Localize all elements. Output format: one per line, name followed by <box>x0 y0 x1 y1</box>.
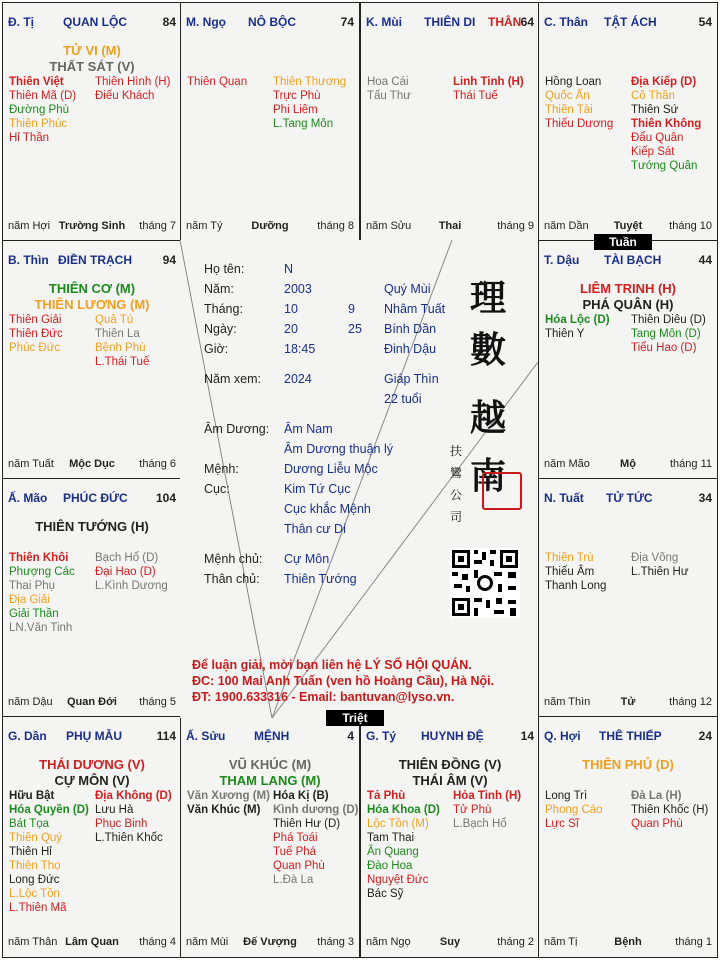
than-chu-label: Thân chủ: <box>204 572 260 586</box>
minor-star: Đại Hao (D) <box>95 566 156 578</box>
palace-number: 54 <box>698 15 712 29</box>
minor-star: Thiên Hỉ <box>9 846 52 858</box>
palace-year: năm Tị <box>544 936 578 948</box>
palace-footer <box>8 696 176 710</box>
palace-month: tháng 11 <box>669 458 712 470</box>
palace-name: THIÊN DI <box>424 15 476 29</box>
minor-star: Địa Giải <box>9 594 50 606</box>
minor-star: Thiên Quan <box>187 76 248 88</box>
minor-star: Thiên Quý <box>9 832 63 844</box>
calligraphy-char: 理 <box>470 277 507 319</box>
minor-star: Thiên Việt <box>9 76 64 88</box>
palace-branch: G. Dần <box>8 729 47 743</box>
year-can-chi: Quý Mùi <box>384 282 431 296</box>
palace-name: PHỤ MẪU <box>66 729 122 743</box>
tuan-tag: Tuần <box>594 234 652 250</box>
palace-number: 74 <box>340 15 354 29</box>
palace-branch: Đ. Tị <box>8 15 34 29</box>
amduong-value: Âm Nam <box>284 422 333 436</box>
minor-star: Tử Phù <box>453 804 492 816</box>
minor-star: Ân Quang <box>367 846 419 858</box>
palace-branch: M. Ngọ <box>186 15 226 29</box>
than-chu-value: Thiên Tướng <box>284 572 357 586</box>
minor-star: Hỉ Thần <box>9 132 50 144</box>
minor-star: Thiếu Âm <box>545 566 595 578</box>
minor-star: L.Lộc Tồn <box>9 888 60 900</box>
palace-year: năm Mùi <box>186 936 229 948</box>
palace-footer <box>544 220 712 234</box>
view-year-can-chi: Giáp Thìn <box>384 372 439 386</box>
minor-star: Tả Phù <box>367 790 406 802</box>
palace-month: tháng 10 <box>669 220 712 232</box>
palace-header <box>544 729 712 743</box>
day-label: Ngày: <box>204 322 237 336</box>
major-star: THẤT SÁT (V) <box>49 59 135 74</box>
minor-star: Thiên Hư (D) <box>273 818 341 830</box>
major-star: THÁI DƯƠNG (V) <box>39 757 145 772</box>
palace-dan[interactable] <box>2 716 182 958</box>
hour-value: 18:45 <box>284 342 316 356</box>
minor-star: Đà La (H) <box>631 790 682 802</box>
palace-number: 14 <box>520 729 534 743</box>
minor-star: Long Trì <box>545 790 588 802</box>
minor-star: Hóa Khoa (D) <box>367 804 440 816</box>
palace-number: 4 <box>347 729 354 743</box>
minor-star: Thiên Sứ <box>631 104 679 116</box>
minor-star: Văn Khúc (M) <box>187 804 261 816</box>
palace-header <box>8 253 176 267</box>
day-can-chi: Bính Dần <box>384 322 437 336</box>
major-star: THIÊN PHỦ (D) <box>582 757 674 772</box>
palace-number: 84 <box>162 15 176 29</box>
minor-star: L.Thiên Mã <box>9 902 67 914</box>
minor-star: Thiên Diêu (D) <box>631 314 706 326</box>
minor-star: Địa Võng <box>631 552 679 564</box>
palace-branch: N. Tuất <box>544 491 584 505</box>
triet-tag: Triệt <box>326 710 384 726</box>
palace-mui[interactable] <box>360 2 540 242</box>
minor-star: Địa Không (D) <box>95 790 172 802</box>
hour-label: Giờ: <box>204 342 229 356</box>
palace-mao[interactable] <box>2 478 182 718</box>
minor-star: Văn Xương (M) <box>187 790 270 802</box>
palace-number: 24 <box>698 729 712 743</box>
minor-star: Phúc Đức <box>9 342 61 354</box>
palace-number: 104 <box>155 491 176 505</box>
center-panel <box>180 240 538 718</box>
minor-star: Lộc Tồn (M) <box>367 818 429 830</box>
palace-branch: K. Mùi <box>366 15 402 29</box>
major-star: LIÊM TRINH (H) <box>579 281 677 296</box>
palace-branch: T. Dậu <box>544 253 580 267</box>
hour-can-chi: Đinh Dậu <box>384 342 437 356</box>
minor-star: Bát Tọa <box>9 818 50 830</box>
palace-header <box>366 729 534 743</box>
minor-star: Điếu Khách <box>95 90 155 102</box>
menh-value: Dương Liễu Mộc <box>284 462 378 476</box>
minor-star: Hóa Quyền (D) <box>9 804 89 816</box>
major-star: THIÊN LƯƠNG (M) <box>34 297 150 312</box>
month-value: 10 <box>284 302 298 316</box>
minor-star: Đào Hoa <box>367 860 413 872</box>
minor-star: Thanh Long <box>545 580 607 592</box>
minor-star: Lực Sĩ <box>545 818 579 830</box>
palace-hoi[interactable] <box>538 716 718 958</box>
palace-number: 44 <box>698 253 712 267</box>
palace-year: năm Ngọ <box>366 936 411 948</box>
palace-number: 34 <box>698 491 712 505</box>
cuc-label: Cục: <box>204 482 230 496</box>
minor-star: Trực Phù <box>273 90 321 102</box>
palace-number: 114 <box>156 729 176 743</box>
palace-number: 94 <box>162 253 176 267</box>
day-value: 20 <box>284 322 298 336</box>
minor-star: Phi Liêm <box>273 104 318 116</box>
major-star: PHÁ QUÂN (H) <box>582 297 674 312</box>
palace-footer <box>544 696 712 710</box>
contact-phone-email[interactable]: ĐT: 1900.633316 - Email: bantuvan@lyso.vn. <box>192 690 455 704</box>
palace-header <box>186 15 354 29</box>
name-label: Họ tên: <box>204 262 245 276</box>
view-year-value: 2024 <box>284 372 312 386</box>
minor-star: Hóa Lộc (D) <box>545 314 610 326</box>
palace-stage: Thai <box>438 220 462 232</box>
cuc-value: Kim Tứ Cục <box>284 482 351 496</box>
minor-star: Tang Môn (D) <box>631 328 701 340</box>
palace-month: tháng 6 <box>139 458 176 470</box>
palace-month: tháng 4 <box>139 936 176 948</box>
palace-branch: Ấ. Mão <box>8 491 48 505</box>
palace-suu[interactable] <box>180 716 360 958</box>
menh-chu-label: Mệnh chủ: <box>204 552 263 566</box>
minor-star: Kình dương (D) <box>273 804 359 816</box>
palace-name: ĐIỀN TRẠCH <box>58 253 132 267</box>
minor-star: Thai Phụ <box>9 580 56 592</box>
palace-ti[interactable] <box>2 2 182 242</box>
minor-star: Thiên Tài <box>545 104 593 116</box>
minor-star: Hữu Bật <box>9 790 55 802</box>
minor-star: L.Bạch Hổ <box>453 818 507 830</box>
palace-header <box>544 15 712 29</box>
major-star: THAM LANG (M) <box>219 773 321 788</box>
minor-star: Thiên La <box>95 328 140 340</box>
palace-branch: Ấ. Sửu <box>186 729 226 743</box>
minor-star: Thiên Y <box>545 328 585 340</box>
major-star: THIÊN TƯỚNG (H) <box>35 519 149 534</box>
amduong-label: Âm Dương: <box>204 422 270 436</box>
calligraphy-char: 數 <box>470 329 507 371</box>
palace-name: THÊ THIẾP <box>599 729 662 743</box>
view-year-label: Năm xem: <box>204 372 261 386</box>
major-star: CỰ MÔN (V) <box>54 773 130 788</box>
palace-thin[interactable] <box>2 240 182 480</box>
palace-header <box>8 15 176 29</box>
minor-star: Thiên Giải <box>9 314 62 326</box>
palace-name: MỆNH <box>254 729 290 743</box>
cuc-value2: Cục khắc Mệnh <box>284 502 371 516</box>
palace-month: tháng 9 <box>497 220 534 232</box>
palace-footer <box>8 458 176 472</box>
minor-star: Thiên Mã (D) <box>9 90 77 102</box>
palace-footer <box>366 936 534 950</box>
palace-stage: Mộc Dục <box>69 458 115 470</box>
minor-star: L.Kình Dương <box>95 580 168 592</box>
minor-star: Quốc Ấn <box>545 90 590 102</box>
palace-than[interactable] <box>538 2 718 242</box>
palace-month: tháng 3 <box>317 936 354 948</box>
palace-stage: Tuyệt <box>613 220 643 232</box>
minor-star: Bạch Hổ (D) <box>95 552 159 564</box>
palace-month: tháng 2 <box>497 936 534 948</box>
palace-month: tháng 5 <box>139 696 176 708</box>
palace-month: tháng 8 <box>317 220 354 232</box>
palace-branch: B. Thìn <box>8 253 49 267</box>
major-star: TỬ VI (M) <box>63 43 121 58</box>
minor-star: Hồng Loan <box>545 76 602 88</box>
minor-star: Lưu Hà <box>95 804 134 816</box>
palace-year: năm Sửu <box>366 220 412 232</box>
palace-stage: Mộ <box>620 458 636 470</box>
palace-ty[interactable] <box>360 716 540 958</box>
menh-chu-value: Cự Môn <box>284 552 330 566</box>
minor-star: L.Đà La <box>273 874 314 886</box>
palace-ngo[interactable] <box>180 2 360 242</box>
seal-text: 扶鸞公司 <box>450 444 463 524</box>
palace-name: PHÚC ĐỨC <box>63 491 128 505</box>
age: 22 tuổi <box>384 392 422 406</box>
palace-year: năm Dần <box>544 220 589 232</box>
palace-year: năm Dậu <box>8 696 53 708</box>
amduong-value2: Âm Dương thuận lý <box>284 442 393 456</box>
red-seal-icon <box>482 472 522 510</box>
palace-header <box>186 729 354 743</box>
minor-star: Thiên Thương <box>273 76 347 88</box>
major-star: THIÊN CƠ (M) <box>48 281 136 296</box>
minor-star: Bác Sỹ <box>367 888 404 900</box>
minor-star: LN.Văn Tinh <box>9 622 73 634</box>
palace-number: 64 <box>520 15 534 29</box>
palace-footer <box>8 220 176 234</box>
palace-branch: C. Thân <box>544 15 588 29</box>
month-can-chi: Nhâm Tuất <box>384 302 446 316</box>
palace-stage: Đế Vượng <box>243 936 297 948</box>
minor-star: Tuế Phá <box>273 846 317 858</box>
minor-star: Thiên Khốc (H) <box>631 804 709 816</box>
palace-year: năm Thân <box>8 936 58 948</box>
minor-star: Thiên Hình (H) <box>95 76 171 88</box>
palace-branch: Q. Hợi <box>544 729 581 743</box>
palace-footer <box>186 220 354 234</box>
minor-star: Thiên Không <box>631 118 702 130</box>
palace-name: TÀI BẠCH <box>604 253 662 267</box>
palace-stage: Bệnh <box>614 936 642 948</box>
minor-star: Đẩu Quân <box>631 132 684 144</box>
major-star: VŨ KHÚC (M) <box>228 757 312 772</box>
palace-tuat[interactable] <box>538 478 718 718</box>
palace-header <box>544 491 712 505</box>
minor-star: Phá Toái <box>273 832 318 844</box>
palace-footer <box>544 458 712 472</box>
palace-dau[interactable] <box>538 240 718 480</box>
year-value: 2003 <box>284 282 312 296</box>
minor-star: Thiên Khôi <box>9 552 69 564</box>
minor-star: Phục Binh <box>95 818 148 830</box>
palace-footer <box>366 220 534 234</box>
palace-name: QUAN LỘC <box>63 15 127 29</box>
minor-star: Thiên Phúc <box>9 118 68 130</box>
palace-month: tháng 7 <box>139 220 176 232</box>
menh-label: Mệnh: <box>204 462 239 476</box>
calligraphy-char: 南 <box>470 455 507 497</box>
minor-star: Hóa Kị (B) <box>273 790 329 802</box>
minor-star: Quan Phù <box>273 860 325 872</box>
palace-name: NÔ BỘC <box>248 15 296 29</box>
minor-star: Thiên Thọ <box>9 860 61 872</box>
palace-month: tháng 12 <box>669 696 712 708</box>
major-star: THIÊN ĐỒNG (V) <box>398 757 502 772</box>
than-cu-badge: THÂN <box>488 15 522 29</box>
minor-star: Địa Kiếp (D) <box>631 76 697 88</box>
cuc-value3: Thân cư Di <box>284 522 346 536</box>
month-lunar: 9 <box>348 302 355 316</box>
minor-star: Thiên Trù <box>545 552 594 564</box>
minor-star: Tiểu Hao (D) <box>631 342 697 354</box>
minor-star: L.Thiên Hư <box>631 566 689 578</box>
year-label: Năm: <box>204 282 234 296</box>
palace-name: TỬ TỨC <box>606 491 653 505</box>
palace-header <box>544 253 712 267</box>
palace-stage: Tử <box>620 696 636 708</box>
palace-name: HUYNH ĐỆ <box>421 729 484 743</box>
day-lunar: 25 <box>348 322 362 336</box>
palace-stage: Dưỡng <box>251 220 289 232</box>
minor-star: Giải Thần <box>9 608 59 620</box>
palace-month: tháng 1 <box>675 936 712 948</box>
major-star: THÁI ÂM (V) <box>412 773 488 788</box>
minor-star: Nguyệt Đức <box>367 874 429 886</box>
palace-branch: G. Tý <box>366 729 397 743</box>
minor-star: L.Thái Tuế <box>95 356 150 368</box>
palace-header <box>366 15 534 29</box>
palace-stage: Suy <box>439 936 461 948</box>
minor-star: Cô Thần <box>631 90 675 102</box>
minor-star: Quả Tú <box>95 314 134 326</box>
minor-star: L.Thiên Khốc <box>95 832 163 844</box>
minor-star: L.Tang Môn <box>273 118 334 130</box>
minor-star: Thiếu Dương <box>545 118 614 130</box>
palace-year: năm Mão <box>544 458 590 470</box>
name-value: N <box>284 262 294 276</box>
palace-year: năm Tý <box>186 220 223 232</box>
minor-star: Phong Cáo <box>545 804 603 816</box>
minor-star: Tấu Thư <box>367 90 411 102</box>
month-label: Tháng: <box>204 302 243 316</box>
minor-star: Thiên Đức <box>9 328 63 340</box>
minor-star: Linh Tinh (H) <box>453 76 524 88</box>
minor-star: Quan Phù <box>631 818 683 830</box>
palace-stage: Quan Đới <box>67 696 117 708</box>
contact-line: Để luận giải, mời bạn liên hệ LÝ SỐ HỘI QUÁN. <box>192 658 472 672</box>
minor-star: Hoa Cái <box>367 76 409 88</box>
palace-header <box>8 729 176 743</box>
palace-name: TẬT ÁCH <box>604 15 657 29</box>
palace-footer <box>544 936 712 950</box>
minor-star: Long Đức <box>9 874 60 886</box>
palace-year: năm Thìn <box>544 696 591 708</box>
minor-star: Thái Tuế <box>453 90 498 102</box>
minor-star: Bệnh Phù <box>95 342 146 354</box>
contact-address: ĐC: 100 Mai Anh Tuấn (ven hồ Hoàng Cầu), Hà Nội. <box>192 674 495 688</box>
palace-stage: Lâm Quan <box>65 936 119 948</box>
minor-star: Tam Thai <box>367 832 415 844</box>
palace-stage: Trường Sinh <box>58 220 126 232</box>
palace-year: năm Hợi <box>8 220 51 232</box>
palace-footer <box>186 936 354 950</box>
palace-year: năm Tuất <box>8 458 54 470</box>
minor-star: Đường Phù <box>9 104 69 116</box>
minor-star: Kiếp Sát <box>631 146 675 158</box>
minor-star: Hỏa Tinh (H) <box>453 790 522 802</box>
palace-header <box>8 491 176 505</box>
calligraphy-char: 越 <box>470 397 507 439</box>
qr-code-icon[interactable] <box>450 548 520 618</box>
minor-star: Phượng Các <box>9 566 75 578</box>
palace-footer <box>8 936 176 950</box>
minor-star: Tướng Quân <box>631 160 698 172</box>
